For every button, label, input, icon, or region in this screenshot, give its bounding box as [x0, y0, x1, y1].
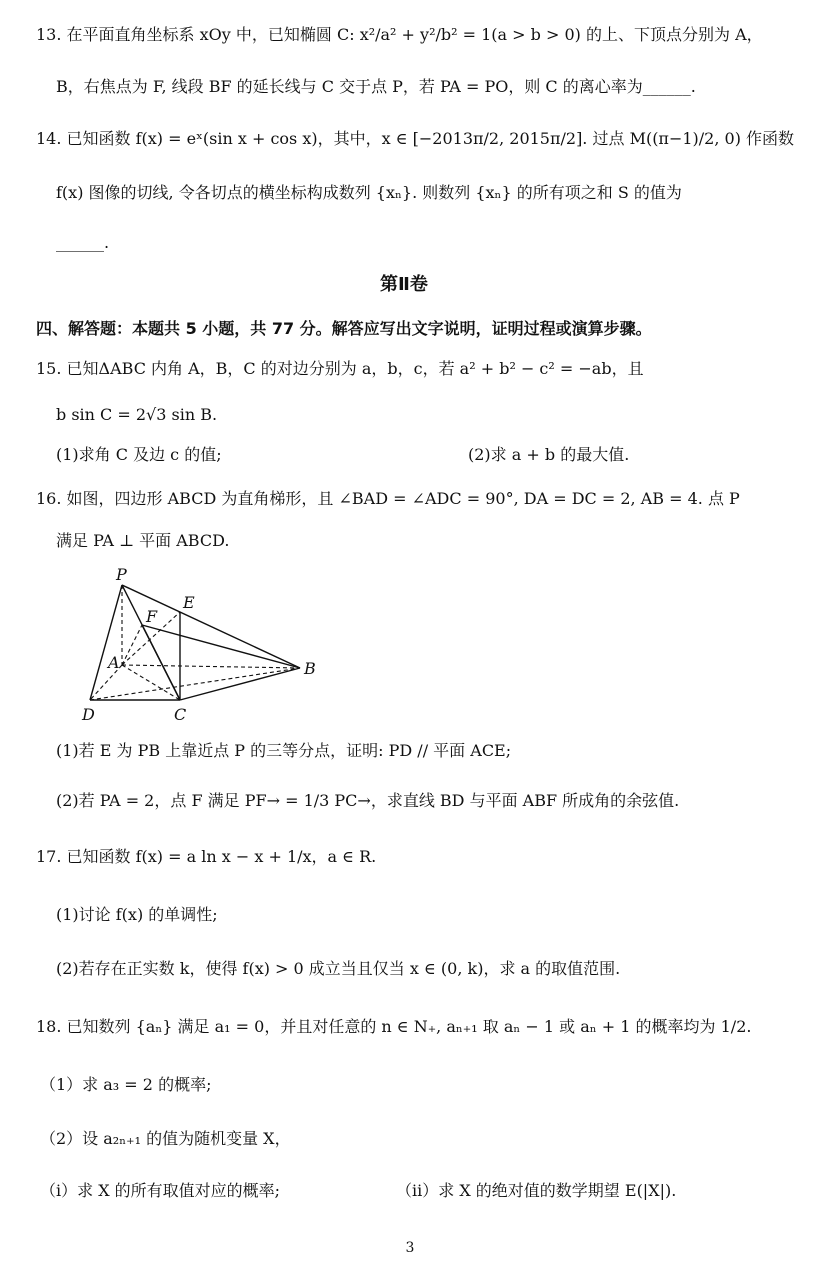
q16-line2: 满足 PA ⊥ 平面 ABCD. — [56, 531, 230, 550]
edge-cb — [180, 668, 300, 700]
q15-part1: (1)求角 C 及边 c 的值; — [56, 445, 222, 464]
q17-part2: (2)若存在正实数 k，使得 f(x) > 0 成立当且仅当 x ∈ (0, k)，求 a 的取值范围. — [56, 959, 621, 978]
q15-part2: (2)求 a + b 的最大值. — [468, 445, 630, 464]
section-header: 四、解答题：本题共 5 小题，共 77 分。解答应写出文字说明，证明过程或演算步骤。 — [36, 319, 652, 338]
pyramid-figure — [70, 560, 330, 730]
q17-line1: 17. 已知函数 f(x) = a ln x − x + 1/x，a ∈ R. — [36, 847, 377, 866]
page-number: 3 — [405, 1240, 415, 1256]
label-p: P — [116, 565, 127, 584]
q17-part1: (1)讨论 f(x) 的单调性; — [56, 905, 218, 924]
section-title: 第Ⅱ卷 — [380, 274, 428, 295]
q15-line1: 15. 已知ΔABC 内角 A，B，C 的对边分别为 a，b，c，若 a² + b² − c² = −ab，且 — [36, 359, 644, 378]
q18-part1: （1）求 a₃ = 2 的概率; — [40, 1075, 212, 1094]
label-d: D — [82, 705, 95, 724]
q16-part2: (2)若 PA = 2，点 F 满足 PF→ = 1/3 PC→，求直线 BD 与平面 ABF 所成角的余弦值. — [56, 791, 680, 810]
q13-line2: B，右焦点为 F, 线段 BF 的延长线与 C 交于点 P，若 PA = PO，则 C 的离心率为______. — [56, 77, 696, 96]
label-e: E — [183, 593, 195, 612]
q18-part2i: （i）求 X 的所有取值对应的概率; — [40, 1181, 281, 1200]
q14-line3: ______. — [56, 233, 110, 252]
q15-line2: b sin C = 2√3 sin B. — [56, 405, 218, 424]
q18-part2ii: （ii）求 X 的绝对值的数学期望 E(|X|). — [396, 1181, 677, 1200]
label-c: C — [174, 705, 187, 724]
label-b: B — [304, 659, 316, 678]
edge-af — [122, 625, 142, 665]
q16-line1: 16. 如图，四边形 ABCD 为直角梯形，且 ∠BAD = ∠ADC = 90°, DA = DC = 2, AB = 4. 点 P — [36, 489, 740, 508]
label-f: F — [146, 607, 158, 626]
edge-ab — [122, 665, 300, 668]
edge-db — [90, 668, 300, 700]
q18-line1: 18. 已知数列 {aₙ} 满足 a₁ = 0，并且对任意的 n ∈ N₊, aₙ₊₁ 取 aₙ − 1 或 aₙ + 1 的概率均为 1/2. — [36, 1017, 752, 1036]
label-a: A — [108, 653, 120, 672]
q16-part1: (1)若 E 为 PB 上靠近点 P 的三等分点，证明: PD // 平面 ACE; — [56, 741, 512, 760]
q14-line2: f(x) 图像的切线, 令各切点的横坐标构成数列 {xₙ}. 则数列 {xₙ} 的所有项之和 S 的值为 — [56, 183, 682, 202]
q14-line1: 14. 已知函数 f(x) = eˣ(sin x + cos x)，其中，x ∈ [−2013π/2, 2015π/2]. 过点 M((π−1)/2, 0) 作函数 — [36, 129, 795, 148]
q13-line1: 13. 在平面直角坐标系 xOy 中，已知椭圆 C: x²/a² + y²/b² = 1(a > b > 0) 的上、下顶点分别为 A， — [36, 25, 763, 44]
q18-part2: （2）设 a₂ₙ₊₁ 的值为随机变量 X， — [40, 1129, 291, 1148]
